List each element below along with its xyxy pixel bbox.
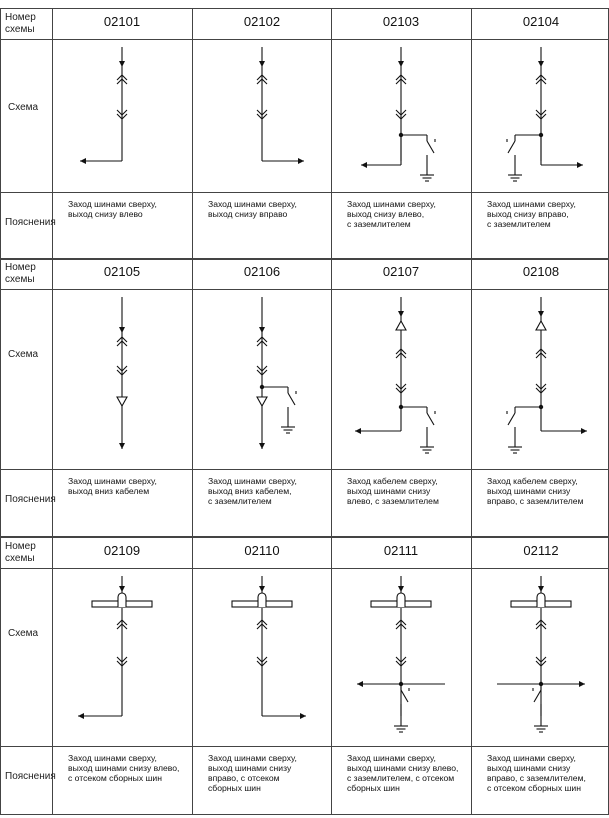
scheme-diagram-02109 [52, 568, 192, 746]
scheme-code: 02107 [382, 264, 420, 279]
grid-line [0, 469, 609, 470]
scheme-note-line: выход шинами снизу влево, [68, 763, 180, 773]
scheme-code: 02102 [243, 14, 281, 29]
cable-terminal-icon [536, 321, 546, 330]
scheme-diagram-02103 [331, 39, 471, 192]
scheme-note [208, 476, 340, 506]
scheme-number-label-line: схемы [5, 24, 35, 35]
scheme-code: 02112 [523, 543, 559, 558]
scheme-diagram-02101 [52, 39, 192, 192]
scheme-note-line: выход шинами снизу [347, 486, 431, 496]
scheme-note-line: вправо, с заземлителем, [487, 773, 586, 783]
scheme-note [487, 476, 609, 506]
scheme-note-line: с отсеком сборных шин [68, 773, 162, 783]
grid-line [0, 258, 1, 536]
scheme-note [68, 199, 200, 219]
busbar-connection-icon [258, 593, 266, 607]
busbar-connection-icon [537, 593, 545, 607]
scheme-diagram-02104 [471, 39, 609, 192]
scheme-note [208, 199, 340, 219]
scheme-note-line: сборных шин [347, 783, 400, 793]
scheme-diagram-02102 [192, 39, 332, 192]
scheme-note-line: Заход шинами сверху, [68, 199, 157, 209]
scheme-note-line: с заземлителем [347, 219, 411, 229]
arrow-down-icon [259, 443, 265, 449]
scheme-note-line: выход шинами снизу [487, 763, 571, 773]
scheme-row-label: Схема [8, 628, 39, 639]
scheme-code: 02111 [383, 543, 419, 558]
scheme-diagram-02110 [192, 568, 332, 746]
scheme-row-label: Схема [8, 349, 39, 360]
scheme-note [487, 753, 609, 793]
scheme-diagram-02107 [331, 289, 471, 469]
grid-line [0, 258, 609, 259]
arrow-down-icon [119, 61, 125, 67]
scheme-note [68, 753, 200, 783]
scheme-note-line: Заход шинами сверху, [347, 199, 436, 209]
arrow-down-icon [119, 327, 125, 333]
scheme-note-line: влево, с заземлителем [347, 496, 439, 506]
scheme-note-line: Заход кабелем сверху, [487, 476, 578, 486]
scheme-note-line: Заход шинами сверху, [347, 753, 436, 763]
scheme-number-label-line: схемы [5, 553, 35, 564]
scheme-note [208, 753, 340, 793]
arrow-left-icon [78, 713, 84, 719]
grid-line [0, 8, 609, 9]
scheme-note [347, 476, 479, 506]
scheme-note-line: выход снизу вправо, [487, 209, 569, 219]
grid-line [0, 537, 1, 814]
cable-terminal-icon [117, 397, 127, 406]
scheme-note-line: Заход шинами сверху, [487, 753, 576, 763]
grid-line [0, 8, 1, 259]
cable-terminal-icon [257, 397, 267, 406]
scheme-note-line: выход снизу вправо [208, 209, 288, 219]
earthing-switch-icon [288, 393, 295, 405]
scheme-number-label-line: схемы [5, 274, 35, 285]
cable-terminal-icon [396, 321, 406, 330]
scheme-note [68, 476, 200, 496]
scheme-note-line: выход шинами снизу [487, 486, 571, 496]
arrow-down-icon [119, 586, 125, 592]
scheme-note-line: с заземлителем, с отсеком [347, 773, 455, 783]
busbar-connection-icon [118, 593, 126, 607]
arrow-down-icon [398, 586, 404, 592]
scheme-code: 02103 [382, 14, 420, 29]
scheme-note [347, 199, 479, 229]
scheme-number-label [5, 12, 36, 36]
scheme-number-label [5, 262, 36, 286]
arrow-down-icon [398, 61, 404, 67]
busbar-connection-icon [397, 593, 405, 607]
arrow-left-icon [355, 428, 361, 434]
grid-line [0, 192, 609, 193]
scheme-number-label-line: Номер [5, 262, 36, 273]
arrow-down-icon [259, 61, 265, 67]
arrow-down-icon [259, 586, 265, 592]
scheme-code: 02104 [522, 14, 560, 29]
arrow-right-icon [577, 162, 583, 168]
grid-line [0, 259, 609, 260]
scheme-code: 02106 [243, 264, 281, 279]
arrow-left-icon [361, 162, 367, 168]
scheme-diagram-02106 [192, 289, 332, 469]
grid-line [0, 537, 609, 538]
scheme-note-line: с отсеком сборных шин [487, 783, 581, 793]
scheme-note-line: вправо, с заземлителем [487, 496, 584, 506]
notes-row-label: Пояснения [5, 217, 56, 228]
grid-line [0, 814, 609, 815]
scheme-diagram-02112 [471, 568, 609, 746]
scheme-note-line: Заход шинами сверху, [208, 199, 297, 209]
scheme-note-line: сборных шин [208, 783, 261, 793]
scheme-note [347, 753, 479, 793]
scheme-note-line: выход шинами снизу влево, [347, 763, 459, 773]
scheme-diagram-02108 [471, 289, 609, 469]
arrow-right-icon [579, 681, 585, 687]
scheme-note-line: Заход шинами сверху, [208, 753, 297, 763]
scheme-code: 02109 [103, 543, 141, 558]
arrow-left-icon [357, 681, 363, 687]
scheme-note-line: с заземлителем [487, 219, 551, 229]
arrow-down-icon [538, 61, 544, 67]
arrow-right-icon [581, 428, 587, 434]
earthing-switch-icon [427, 141, 434, 153]
arrow-down-icon [538, 586, 544, 592]
scheme-note-line: вправо, с отсеком [208, 773, 280, 783]
arrow-left-icon [80, 158, 86, 164]
scheme-note-line: выход вниз кабелем, [208, 486, 292, 496]
earthing-switch-icon [401, 690, 408, 702]
scheme-number-label [5, 541, 36, 565]
earthing-switch-icon [508, 141, 515, 153]
arrow-right-icon [300, 713, 306, 719]
scheme-diagram-02111 [331, 568, 471, 746]
scheme-code: 02108 [522, 264, 560, 279]
scheme-number-label-line: Номер [5, 541, 36, 552]
scheme-row-label: Схема [8, 102, 39, 113]
scheme-note [487, 199, 609, 229]
arrow-down-icon [119, 443, 125, 449]
scheme-note-line: выход снизу влево [68, 209, 143, 219]
arrow-right-icon [298, 158, 304, 164]
earthing-switch-icon [534, 690, 541, 702]
scheme-note-line: Заход шинами сверху, [208, 476, 297, 486]
scheme-number-label-line: Номер [5, 12, 36, 23]
arrow-down-icon [259, 327, 265, 333]
scheme-note-line: Заход кабелем сверху, [347, 476, 438, 486]
scheme-code: 02105 [103, 264, 141, 279]
scheme-code: 02101 [103, 14, 141, 29]
scheme-note-line: Заход шинами сверху, [68, 476, 157, 486]
scheme-note-line: с заземлителем [208, 496, 272, 506]
arrow-down-icon [398, 311, 404, 317]
grid-line [0, 746, 609, 747]
scheme-note-line: Заход шинами сверху, [68, 753, 157, 763]
scheme-code: 02110 [244, 543, 280, 558]
scheme-note-line: выход вниз кабелем [68, 486, 150, 496]
scheme-note-line: выход шинами снизу [208, 763, 292, 773]
earthing-switch-icon [508, 413, 515, 425]
arrow-down-icon [538, 311, 544, 317]
scheme-note-line: выход снизу влево, [347, 209, 425, 219]
scheme-note-line: Заход шинами сверху, [487, 199, 576, 209]
earthing-switch-icon [427, 413, 434, 425]
notes-row-label: Пояснения [5, 771, 56, 782]
notes-row-label: Пояснения [5, 494, 56, 505]
scheme-diagram-02105 [52, 289, 192, 469]
